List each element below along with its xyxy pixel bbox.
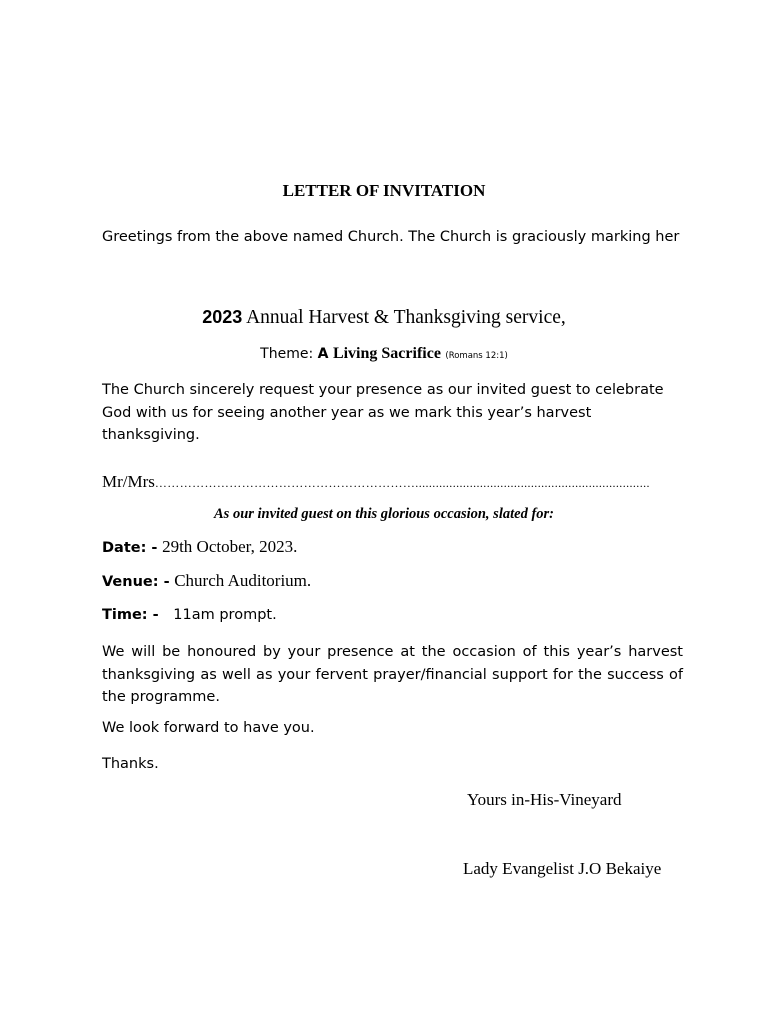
- theme-article: A: [317, 346, 329, 362]
- letter-title: LETTER OF INVITATION: [282, 181, 486, 200]
- event-heading: [0, 307, 768, 329]
- request-paragraph: The Church sincerely request your presence as our invited guest to celebrate God with us for seeing another year as we mark this year’s harvest thanksgiving.: [102, 382, 664, 443]
- addressee-line: [102, 472, 650, 492]
- venue-value: Church Auditorium.: [174, 571, 312, 590]
- theme-line: [0, 345, 768, 363]
- theme-title: Living Sacrifice: [332, 345, 441, 362]
- venue-label: Venue: -: [102, 574, 170, 590]
- event-name: Annual Harvest & Thanksgiving service,: [246, 307, 566, 328]
- venue-row: [102, 571, 311, 591]
- time-label: Time: -: [102, 607, 159, 623]
- addressee-label: Mr/Mrs: [102, 472, 155, 491]
- closing-line: Yours in-His-Vineyard: [467, 790, 622, 809]
- honour-paragraph: We will be honoured by your presence at the occasion of this year’s harvest thanksgiving as well as your fervent prayer/financial support for the success of the programme.: [102, 644, 683, 705]
- time-value: 11am prompt.: [173, 607, 277, 623]
- signatory-name: Lady Evangelist J.O Bekaiye: [463, 859, 662, 878]
- date-label: Date: -: [102, 540, 158, 556]
- date-row: [102, 537, 297, 557]
- event-year: 2023: [202, 307, 243, 327]
- time-row: [102, 607, 277, 623]
- theme-reference: (Romans 12:1): [445, 351, 508, 361]
- theme-label: Theme:: [260, 346, 314, 362]
- addressee-blank: ……………………………………………………….....................................................................: [154, 476, 650, 490]
- greeting-line: Greetings from the above named Church. The Church is graciously marking her: [102, 229, 680, 245]
- slated-line: As our invited guest on this glorious occasion, slated for:: [214, 506, 554, 522]
- look-forward-line: We look forward to have you.: [102, 720, 315, 736]
- thanks-line: Thanks.: [102, 756, 159, 772]
- date-value: 29th October, 2023.: [162, 537, 298, 556]
